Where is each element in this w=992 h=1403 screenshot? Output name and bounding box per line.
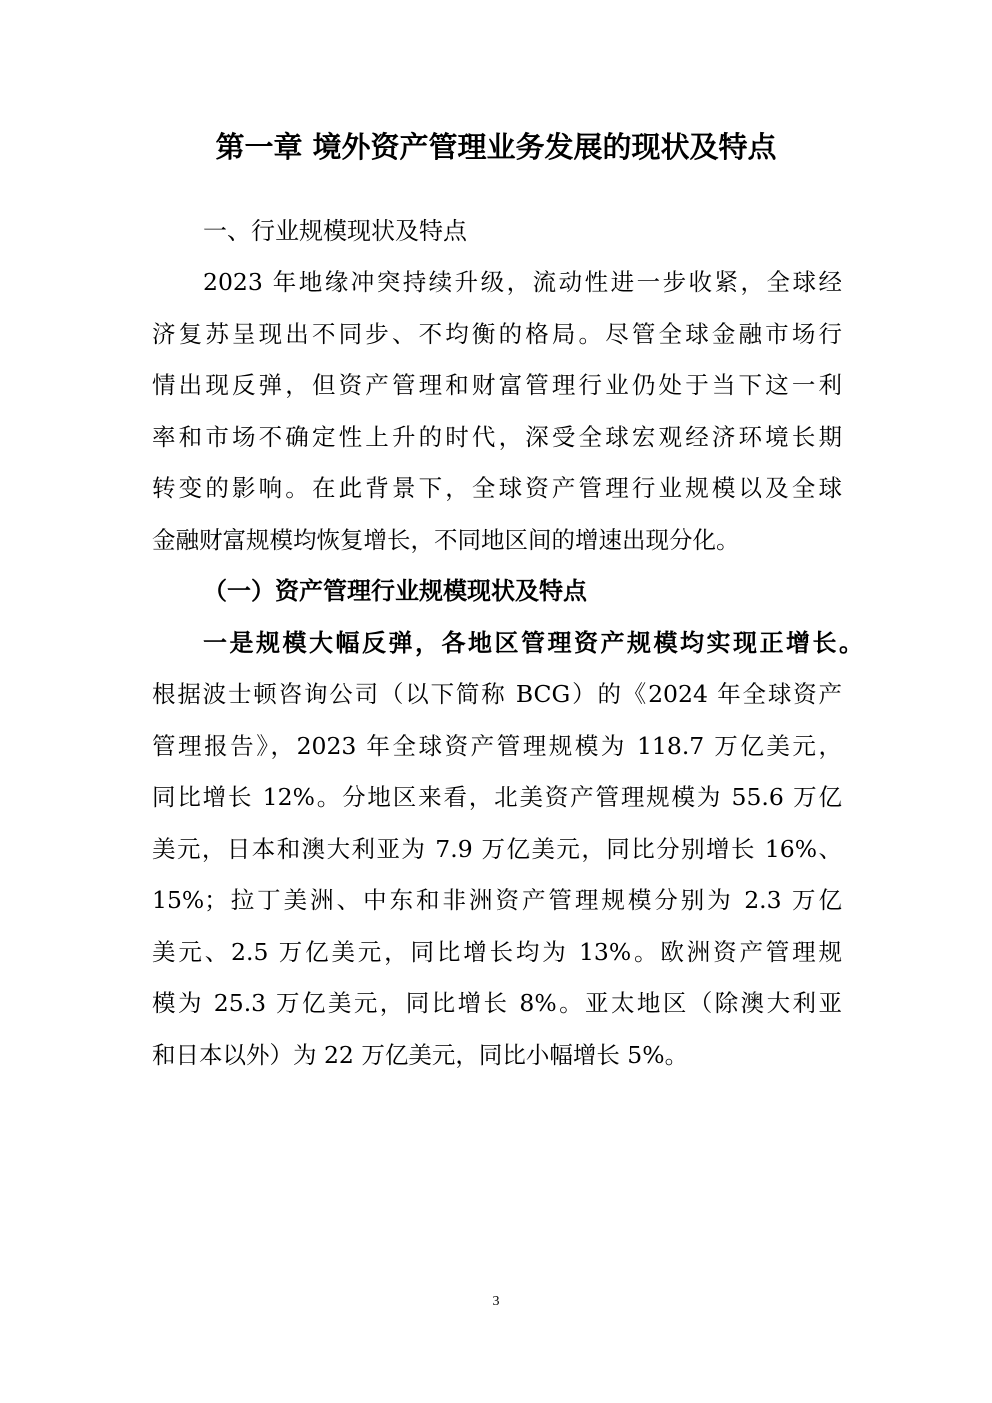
paragraph-line: 金融财富规模均恢复增长，不同地区间的增速出现分化。 <box>152 526 740 554</box>
paragraph-line: 2023 年地缘冲突持续升级，流动性进一步收紧，全球经 <box>203 268 842 296</box>
paragraph-line: 济复苏呈现出不同步、不均衡的格局。尽管全球金融市场行 <box>152 320 842 348</box>
paragraph-line: 模为 25.3 万亿美元，同比增长 8%。亚太地区（除澳大利亚 <box>152 989 842 1017</box>
paragraph-line: 管理报告》，2023 年全球资产管理规模为 118.7 万亿美元， <box>152 732 842 760</box>
paragraph-line: 美元，日本和澳大利亚为 7.9 万亿美元，同比分别增长 16%、 <box>152 835 842 863</box>
paragraph-line: 和日本以外）为 22 万亿美元，同比小幅增长 5%。 <box>152 1041 689 1069</box>
paragraph-line: 根据波士顿咨询公司（以下简称 BCG）的《2024 年全球资产 <box>152 680 842 708</box>
paragraph-line: 15%；拉丁美洲、中东和非洲资产管理规模分别为 2.3 万亿 <box>152 886 842 914</box>
chapter-title: 第一章 境外资产管理业务发展的现状及特点 <box>215 130 777 164</box>
paragraph-line: 同比增长 12%。分地区来看，北美资产管理规模为 55.6 万亿 <box>152 783 842 811</box>
paragraph-line: 情出现反弹，但资产管理和财富管理行业仍处于当下这一利 <box>152 371 842 399</box>
paragraph-line: 转变的影响。在此背景下，全球资产管理行业规模以及全球 <box>152 474 842 502</box>
paragraph-line: 率和市场不确定性上升的时代，深受全球宏观经济环境长期 <box>152 423 842 451</box>
lead-sentence: 一是规模大幅反弹，各地区管理资产规模均实现正增长。 <box>203 629 863 657</box>
paragraph-line: 美元、2.5 万亿美元，同比增长均为 13%。欧洲资产管理规 <box>152 938 842 966</box>
page-number: 3 <box>492 1294 500 1309</box>
subsection-heading: （一）资产管理行业规模现状及特点 <box>203 577 587 605</box>
section-heading: 一、行业规模现状及特点 <box>203 217 467 245</box>
